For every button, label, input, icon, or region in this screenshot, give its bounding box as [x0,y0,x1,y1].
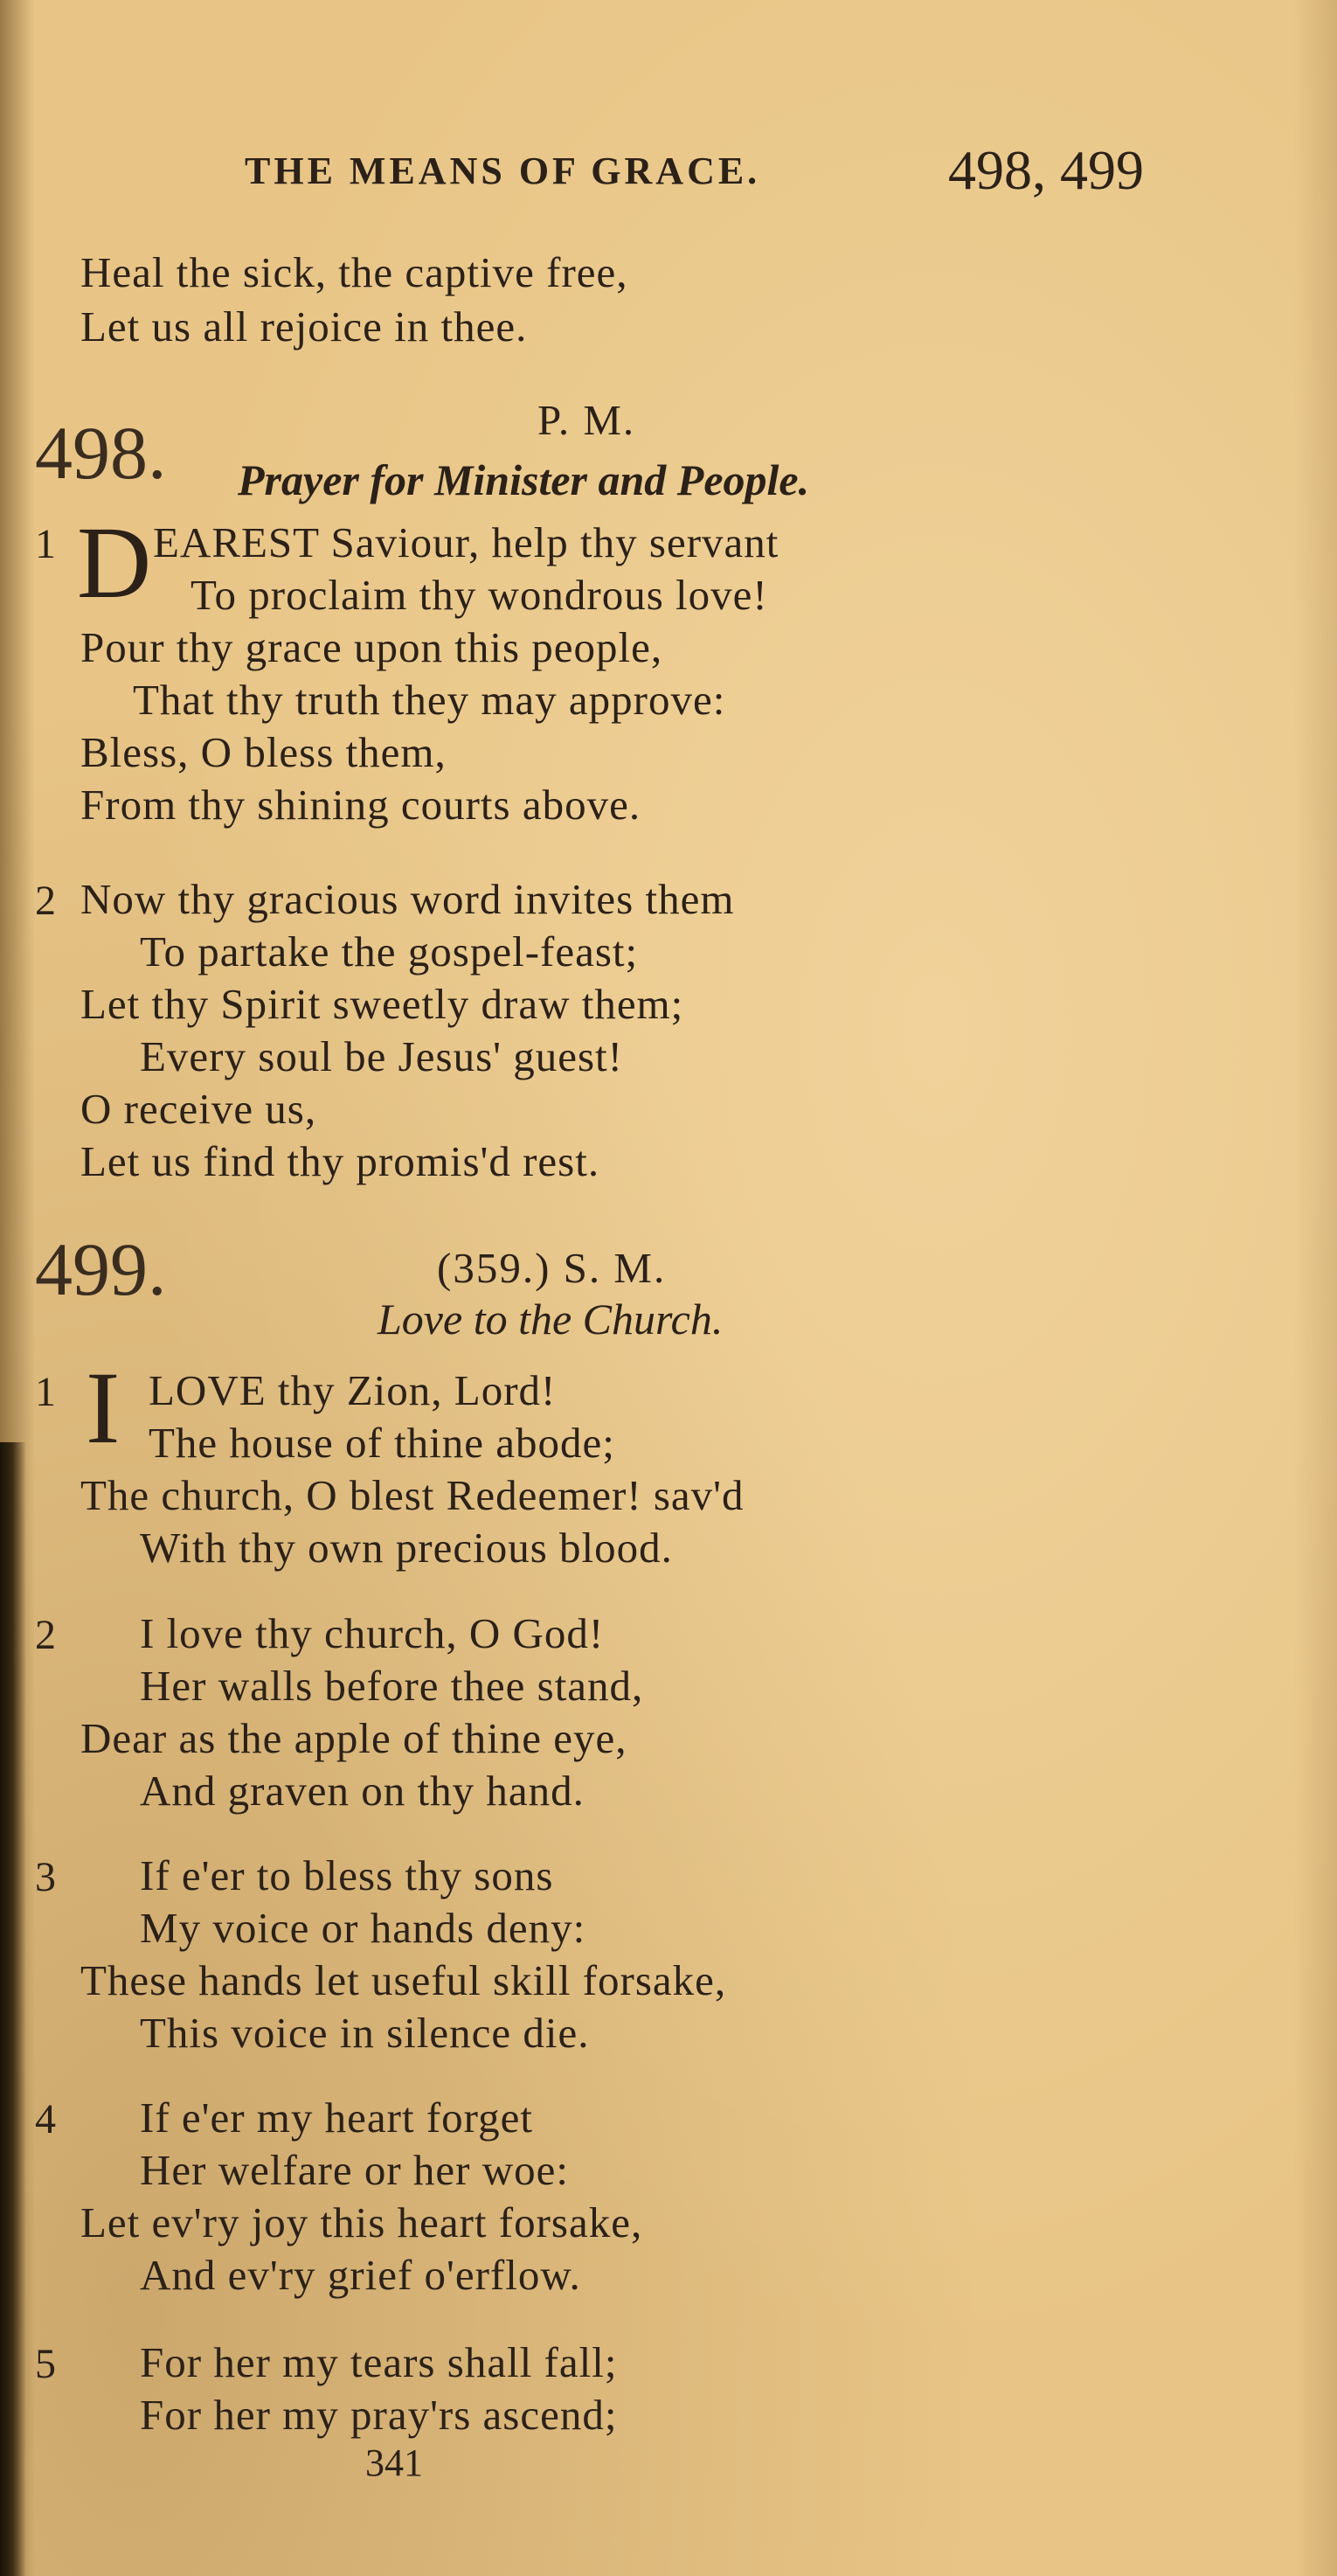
continuation-line: Let us all rejoice in thee. [80,302,528,351]
verse-line: My voice or hands deny: [140,1904,586,1952]
drop-cap: D [77,505,152,620]
verse-line: LOVE thy Zion, Lord! [149,1366,557,1414]
verse-line: And graven on thy hand. [140,1767,585,1815]
hymn-title-498: Prayer for Minister and People. [238,455,810,504]
verse-line: With thy own precious blood. [140,1524,673,1572]
verse-line: The house of thine abode; [149,1419,615,1467]
verse-line: Every soul be Jesus' guest! [140,1032,623,1080]
verse-line: EAREST Saviour, help thy servant [153,518,779,566]
verse-line: These hands let useful skill forsake, [80,1956,727,2004]
verse-number: 2 [35,1612,56,1658]
drop-cap: I [86,1350,121,1465]
verse-line: For her my pray'rs ascend; [140,2391,618,2439]
verse-line: If e'er my heart forget [140,2093,533,2142]
verse-line: Dear as the apple of thine eye, [80,1714,627,1762]
verse-line: O receive us, [80,1085,317,1133]
verse-line: Let us find thy promis'd rest. [80,1137,600,1185]
hymn-title-499: Love to the Church. [378,1295,724,1344]
running-head: THE MEANS OF GRACE. [245,149,761,192]
verse-line: To partake the gospel-feast; [140,927,639,976]
verse-line: For her my tears shall fall; [140,2338,618,2386]
verse-line: Pour thy grace upon this people, [80,623,663,671]
verse-line: Now thy gracious word invites them [80,875,735,923]
hymn-meter-498: P. M. [537,396,636,444]
verse-number: 3 [35,1854,56,1900]
folio-number: 341 [365,2441,423,2484]
verse-line: If e'er to bless thy sons [140,1851,554,1899]
verse-line: The church, O blest Redeemer! sav'd [80,1471,745,1519]
verse-number: 1 [35,521,56,567]
verse-line: And ev'ry grief o'erflow. [140,2251,581,2299]
hymn-ref-meter-499: (359.) S. M. [437,1244,667,1292]
verse-line: From thy shining courts above. [80,781,641,829]
verse-line: Her walls before thee stand, [140,1662,644,1710]
verse-line: Let thy Spirit sweetly draw them; [80,980,684,1028]
verse-line: I love thy church, O God! [140,1609,605,1657]
page-numbers: 498, 499 [948,139,1144,201]
book-spine-shadow [0,1442,26,2576]
verse-line: To proclaim thy wondrous love! [191,571,768,619]
verse-line: Her welfare or her woe: [140,2146,569,2194]
verse-line: Bless, O bless them, [80,728,447,776]
verse-number: 4 [35,2096,56,2142]
verse-number: 2 [35,878,56,924]
hymn-number-498: 498. [35,411,167,495]
hymn-number-499: 499. [35,1227,167,1311]
verse-line: That thy truth they may approve: [133,676,726,724]
verse-number: 5 [35,2341,56,2387]
verse-number: 1 [35,1369,56,1415]
verse-line: Let ev'ry joy this heart forsake, [80,2198,643,2246]
verse-line: This voice in silence die. [140,2009,590,2057]
continuation-line: Heal the sick, the captive free, [80,248,628,296]
